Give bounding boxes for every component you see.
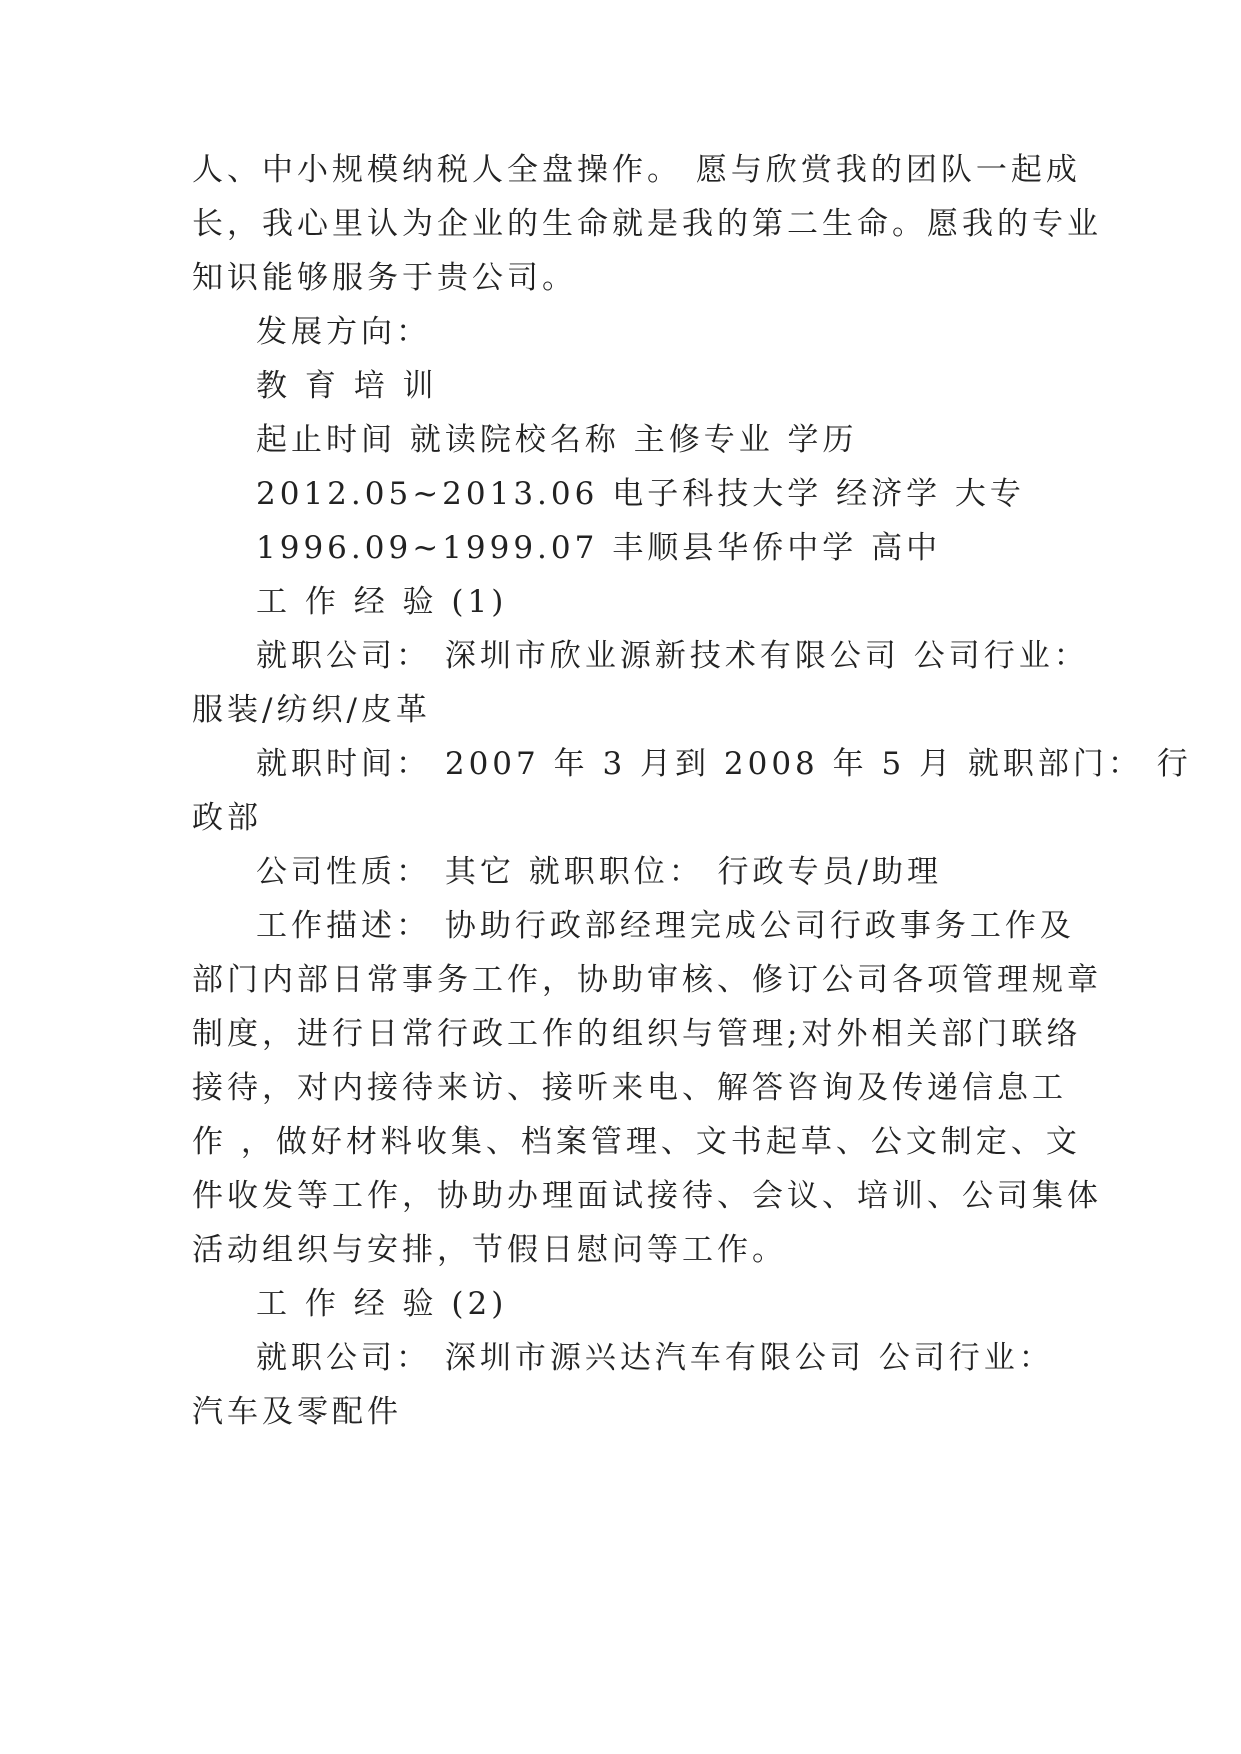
section-heading-development: 发展方向：	[256, 314, 431, 350]
text-line: 活动组织与安排，节假日慰问等工作。	[192, 1232, 787, 1268]
text-line: 人、中小规模纳税人全盘操作。 愿与欣赏我的团队一起成	[192, 152, 1081, 188]
education-row: 2012.05~2013.06 电子科技大学 经济学 大专	[256, 476, 1025, 512]
text-line: 政部	[192, 800, 262, 836]
section-heading-work-1: 工 作 经 验 (1)	[256, 584, 508, 620]
education-row: 1996.09~1999.07 丰顺县华侨中学 高中	[256, 530, 942, 566]
text-line: 制度，进行日常行政工作的组织与管理;对外相关部门联络	[192, 1016, 1082, 1052]
text-line: 件收发等工作，协助办理面试接待、会议、培训、公司集体	[192, 1178, 1102, 1214]
text-line: 工作描述： 协助行政部经理完成公司行政事务工作及	[256, 908, 1075, 944]
section-heading-work-2: 工 作 经 验 (2)	[256, 1286, 508, 1322]
education-header: 起止时间 就读院校名称 主修专业 学历	[256, 422, 858, 458]
text-line: 部门内部日常事务工作，协助审核、修订公司各项管理规章	[192, 962, 1102, 998]
text-line: 就职公司： 深圳市源兴达汽车有限公司 公司行业：	[256, 1340, 1054, 1376]
text-line: 公司性质： 其它 就职职位： 行政专员/助理	[256, 854, 943, 890]
text-line: 知识能够服务于贵公司。	[192, 260, 577, 296]
text-line: 长，我心里认为企业的生命就是我的第二生命。愿我的专业	[192, 206, 1102, 242]
text-line: 就职公司： 深圳市欣业源新技术有限公司 公司行业：	[256, 638, 1089, 674]
section-heading-education: 教 育 培 训	[256, 368, 438, 404]
text-line: 就职时间： 2007 年 3 月到 2008 年 5 月 就职部门： 行	[256, 746, 1192, 782]
text-line: 服装/纺织/皮革	[192, 692, 431, 728]
text-line: 接待，对内接待来访、接听来电、解答咨询及传递信息工	[192, 1070, 1067, 1106]
text-line: 作 ，做好材料收集、档案管理、文书起草、公文制定、文	[192, 1124, 1081, 1160]
text-line: 汽车及零配件	[192, 1394, 402, 1430]
